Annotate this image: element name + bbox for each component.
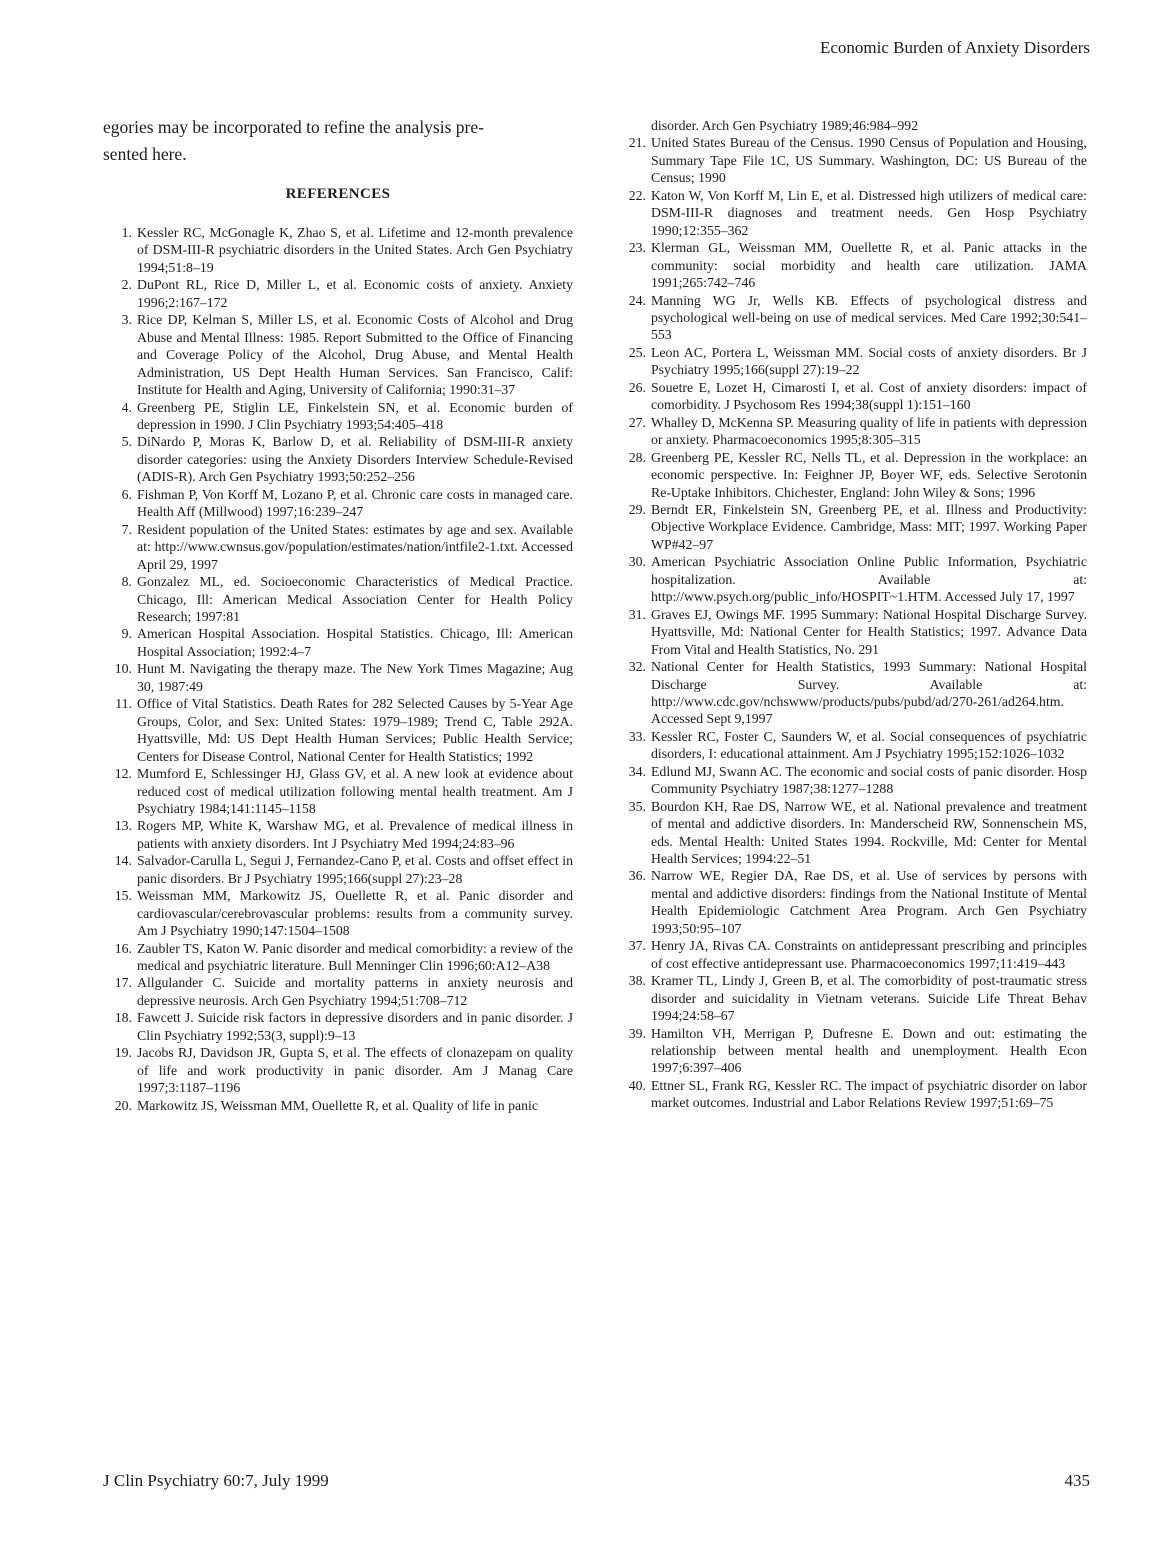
reference-item [616, 658, 1087, 728]
reference-text: Graves EJ, Owings MF. 1995 Summary: National Hospital Discharge Survey. Hyattsville, Md: National Center for Health Statistics; 1997. Advance Data From Vital and Health Statistics, No. 291 [651, 606, 1087, 657]
reference-text: National Center for Health Statistics, 1993 Summary: National Hospital Discharge Survey. Available at: http://www.cdc.gov/nchswww/products/pubs/pubd/ad/270-261/ad264.htm. Accessed Sept 9,1997 [651, 659, 1087, 727]
reference-item [616, 728, 1087, 763]
reference-number: 25. [628, 344, 646, 360]
reference-item [616, 763, 1087, 798]
reference-text: Berndt ER, Finkelstein SN, Greenberg PE, et al. Illness and Productivity: Objective Workplace Evidence. Cambridge, Mass: MIT; 1997. Working Paper WP#42–97 [651, 501, 1087, 552]
reference-item [102, 852, 573, 887]
reference-text: Zaubler TS, Katon W. Panic disorder and medical comorbidity: a review of the medical and psychiatric literature. Bull Menninger Clin 1996;60:A12–A38 [137, 940, 573, 974]
reference-text: Kessler RC, Foster C, Saunders W, et al. Social consequences of psychiatric disorders, I: educational attainment. Am J Psychiatry 1995;152:1026–1032 [651, 728, 1087, 762]
reference-text: Bourdon KH, Rae DS, Narrow WE, et al. National prevalence and treatment of mental and addictive disorders. In: Manderscheid RW, Sonnenschein MS, eds. Mental Health: United States 1994. Rockville, Md: Center for Mental Health Services; 1994:22–51 [651, 798, 1087, 867]
reference-item [102, 887, 573, 939]
reference-number: 34. [628, 763, 646, 779]
reference-item [616, 798, 1087, 868]
reference-number: 21. [628, 135, 646, 151]
reference-text: Hunt M. Navigating the therapy maze. The New York Times Magazine; Aug 30, 1987:49 [137, 661, 573, 694]
reference-number: 4. [121, 399, 132, 415]
reference-item [616, 187, 1087, 239]
reference-item [102, 433, 573, 485]
references-heading: REFERENCES [285, 186, 391, 202]
references-left-column [102, 224, 573, 1114]
reference-number: 10. [114, 661, 132, 677]
reference-number: 2. [121, 277, 132, 293]
reference-number: 26. [628, 379, 646, 395]
reference-text: Jacobs RJ, Davidson JR, Gupta S, et al. The effects of clonazepam on quality of life and work productivity in panic disorder. Am J Manag Care 1997;3:1187–1196 [137, 1045, 573, 1096]
reference-text: Allgulander C. Suicide and mortality patterns in anxiety neurosis and depressive neurosis. Arch Gen Psychiatry 1994;51:708–712 [137, 975, 573, 1008]
reference-number: 15. [114, 888, 132, 904]
reference-number: 37. [628, 938, 646, 954]
reference-text: DuPont RL, Rice D, Miller L, et al. Economic costs of anxiety. Anxiety 1996;2:167–172 [137, 277, 573, 310]
reference-text: Fishman P, Von Korff M, Lozano P, et al. Chronic care costs in managed care. Health Aff (Millwood) 1997;16:239–247 [137, 486, 573, 520]
reference-number: 5. [121, 434, 132, 450]
intro-paragraph [103, 114, 573, 168]
reference-text: Rogers MP, White K, Warshaw MG, et al. Prevalence of medical illness in patients with anxiety disorders. Int J Psychiatry Med 1994;24:83–96 [137, 818, 573, 851]
reference-item [616, 414, 1087, 449]
running-head-title: Economic Burden of Anxiety Disorders [819, 38, 1090, 57]
reference-number: 13. [114, 818, 132, 834]
reference-item [102, 695, 573, 765]
reference-text: Rice DP, Kelman S, Miller LS, et al. Economic Costs of Alcohol and Drug Abuse and Mental Illness: 1985. Report Submitted to the Office of Financing and Coverage Policy of the Alcohol, Drug Abuse, and Mental Health Administration, US Dept Health Human Services. San Francisco, Calif: Institute for Health and Aging, University of California; 1990:31–37 [137, 312, 573, 398]
references-right-column-list [616, 134, 1087, 1111]
reference-number: 7. [121, 521, 132, 537]
reference-item [102, 1009, 573, 1044]
reference-text: Henry JA, Rivas CA. Constraints on antidepressant prescribing and principles of cost effective antidepressant use. Pharmacoeconomics 1997;11:419–443 [651, 938, 1087, 971]
reference-text: Salvador-Carulla L, Segui J, Fernandez-Cano P, et al. Costs and offset effect in panic disorders. Br J Psychiatry 1995;166(suppl 27):23–28 [137, 853, 573, 886]
reference-number: 27. [628, 414, 646, 430]
reference-number: 11. [115, 696, 132, 712]
reference-item [102, 817, 573, 852]
reference-item [102, 573, 573, 625]
reference-text: Leon AC, Portera L, Weissman MM. Social costs of anxiety disorders. Br J Psychiatry 1995;166(suppl 27):19–22 [651, 344, 1087, 378]
reference-item [616, 449, 1087, 501]
reference-number: 28. [628, 449, 646, 465]
reference-number: 19. [114, 1045, 132, 1061]
reference-text: Manning WG Jr, Wells KB. Effects of psychological distress and psychological well-being on use of medical services. Med Care 1992;30:541–553 [651, 292, 1087, 343]
reference-text: Whalley D, McKenna SP. Measuring quality of life in patients with depression or anxiety. Pharmacoeconomics 1995;8:305–315 [651, 414, 1087, 448]
reference-item [102, 311, 573, 398]
intro-paragraph-line: sented here. [103, 144, 187, 164]
reference-number: 22. [628, 187, 646, 203]
reference-text: Hamilton VH, Merrigan P, Dufresne E. Down and out: estimating the relationship between mental health and unemployment. Health Econ 1997;6:397–406 [651, 1025, 1087, 1076]
reference-number: 14. [114, 853, 132, 869]
reference-item [102, 974, 573, 1009]
reference-text: Greenberg PE, Stiglin LE, Finkelstein SN, et al. Economic burden of depression in 1990. J Clin Psychiatry 1993;54:405–418 [137, 399, 573, 432]
reference-number: 31. [628, 606, 646, 622]
reference-number: 40. [628, 1077, 646, 1093]
reference-item [102, 521, 573, 573]
reference-number: 33. [628, 728, 646, 744]
reference-number: 39. [628, 1025, 646, 1041]
reference-item [616, 379, 1087, 414]
reference-text: Gonzalez ML, ed. Socioeconomic Characteristics of Medical Practice. Chicago, Ill: American Medical Association Center for Health Policy Research; 1997:81 [137, 574, 573, 624]
reference-continuation-line: disorder. Arch Gen Psychiatry 1989;46:984–992 [651, 118, 919, 133]
reference-text: Souetre E, Lozet H, Cimarosti I, et al. Cost of anxiety disorders: impact of comorbidity. J Psychosom Res 1994;38(suppl 1):151–160 [651, 379, 1087, 413]
reference-number: 3. [121, 312, 132, 328]
reference-text: Kessler RC, McGonagle K, Zhao S, et al. Lifetime and 12-month prevalence of DSM-III-R psychiatric disorders in the United States. Arch Gen Psychiatry 1994;51:8–19 [137, 225, 573, 275]
intro-paragraph-line: egories may be incorporated to refine the analysis pre- [103, 117, 484, 137]
reference-number: 12. [114, 766, 132, 782]
reference-item [616, 134, 1087, 186]
reference-item [616, 1025, 1087, 1077]
reference-item [102, 399, 573, 434]
reference-number: 8. [121, 574, 132, 590]
reference-item [102, 625, 573, 660]
references-right-column [616, 117, 1087, 1112]
reference-text: Ettner SL, Frank RG, Kessler RC. The impact of psychiatric disorder on labor market outcomes. Industrial and Labor Relations Review 1997;51:69–75 [651, 1077, 1087, 1111]
reference-text: Resident population of the United States: estimates by age and sex. Available at: http://www.cwnsus.gov/population/estimates/nation/intfile2-1.txt. Accessed April 29, 1997 [137, 521, 573, 572]
reference-number: 9. [121, 626, 132, 642]
reference-item [616, 239, 1087, 291]
reference-text: Office of Vital Statistics. Death Rates for 282 Selected Causes by 5-Year Age Groups, Color, and Sex: United States: 1979–1989; Trend C, Table 292A. Hyattsville, Md: US Dept Health Human Services; Public Health Service; Centers for Disease Control, National Center for Health Statistics; 1992 [137, 696, 573, 764]
reference-text: Weissman MM, Markowitz JS, Ouellette R, et al. Panic disorder and cardiovascular/cerebrovascular problems: results from a community survey. Am J Psychiatry 1990;147:1504–1508 [137, 888, 573, 939]
reference-item [102, 765, 573, 817]
reference-text: American Hospital Association. Hospital Statistics. Chicago, Ill: American Hospital Association; 1992:4–7 [137, 626, 573, 659]
footer-page-number: 435 [1064, 1471, 1090, 1490]
reference-item [616, 937, 1087, 972]
reference-text: Greenberg PE, Kessler RC, Nells TL, et al. Depression in the workplace: an economic perspective. In: Feighner JP, Boyer WF, eds. Selective Serotonin Re-Uptake Inhibitors. Chichester, England: John Wiley & Sons; 1996 [651, 449, 1087, 500]
reference-item [616, 344, 1087, 379]
reference-item [102, 1097, 573, 1114]
reference-number: 1. [121, 225, 132, 240]
reference-item [616, 972, 1087, 1024]
reference-item [616, 501, 1087, 553]
reference-text: Fawcett J. Suicide risk factors in depressive disorders and in panic disorder. J Clin Psychiatry 1992;53(3, suppl):9–13 [137, 1010, 573, 1043]
reference-item [616, 553, 1087, 605]
reference-item [102, 940, 573, 975]
reference-number: 30. [628, 554, 646, 570]
reference-item [102, 224, 573, 276]
reference-number: 16. [114, 940, 132, 956]
reference-text: Katon W, Von Korff M, Lin E, et al. Distressed high utilizers of medical care: DSM-III-R diagnoses and treatment needs. Gen Hosp Psychiatry 1990;12:355–362 [651, 187, 1087, 238]
reference-text: Markowitz JS, Weissman MM, Ouellette R, et al. Quality of life in panic [137, 1097, 538, 1113]
reference-item [616, 1077, 1087, 1112]
reference-number: 35. [628, 798, 646, 814]
reference-text: Klerman GL, Weissman MM, Ouellette R, et al. Panic attacks in the community: social morbidity and health care utilization. JAMA 1991;265:742–746 [651, 240, 1087, 291]
reference-text: United States Bureau of the Census. 1990 Census of Population and Housing, Summary Tape File 1C, US Summary. Washington, DC: US Bureau of the Census; 1990 [651, 135, 1087, 186]
reference-text: Kramer TL, Lindy J, Green B, et al. The comorbidity of post-traumatic stress disorder and suicidality in Vietnam veterans. Suicide Life Threat Behav 1994;24:58–67 [651, 973, 1087, 1024]
reference-number: 36. [628, 868, 646, 884]
reference-number: 38. [628, 973, 646, 989]
reference-text: Edlund MJ, Swann AC. The economic and social costs of panic disorder. Hosp Community Psychiatry 1987;38:1277–1288 [651, 763, 1087, 797]
reference-item [102, 276, 573, 311]
reference-number: 29. [628, 501, 646, 517]
reference-number: 17. [114, 975, 132, 991]
reference-text: American Psychiatric Association Online Public Information, Psychiatric hospitalization. Available at: http://www.psych.org/public_info/HOSPIT~1.HTM. Accessed July 17, 1997 [651, 554, 1087, 605]
reference-number: 6. [121, 486, 132, 502]
reference-item [616, 867, 1087, 937]
reference-item [616, 292, 1087, 344]
reference-number: 23. [628, 240, 646, 256]
reference-text: DiNardo P, Moras K, Barlow D, et al. Reliability of DSM-III-R anxiety disorder categories: using the Anxiety Disorders Interview Schedule-Revised (ADIS-R). Arch Gen Psychiatry 1993;50:252–256 [137, 434, 573, 485]
reference-item [102, 660, 573, 695]
reference-item [102, 486, 573, 521]
reference-number: 32. [628, 659, 646, 675]
reference-number: 20. [114, 1097, 132, 1113]
reference-number: 24. [628, 292, 646, 308]
reference-text: Mumford E, Schlessinger HJ, Glass GV, et al. A new look at evidence about reduced cost of medical utilization following mental health treatment. Am J Psychiatry 1984;141:1145–1158 [137, 766, 573, 816]
reference-item [102, 1044, 573, 1096]
reference-number: 18. [114, 1010, 132, 1026]
reference-item [616, 606, 1087, 658]
reference-text: Narrow WE, Regier DA, Rae DS, et al. Use of services by persons with mental and addictive disorders: findings from the National Institute of Mental Health Epidemiologic Catchment Area Program. Arch Gen Psychiatry 1993;50:95–107 [651, 868, 1087, 936]
footer-journal-citation: J Clin Psychiatry 60:7, July 1999 [103, 1471, 329, 1490]
